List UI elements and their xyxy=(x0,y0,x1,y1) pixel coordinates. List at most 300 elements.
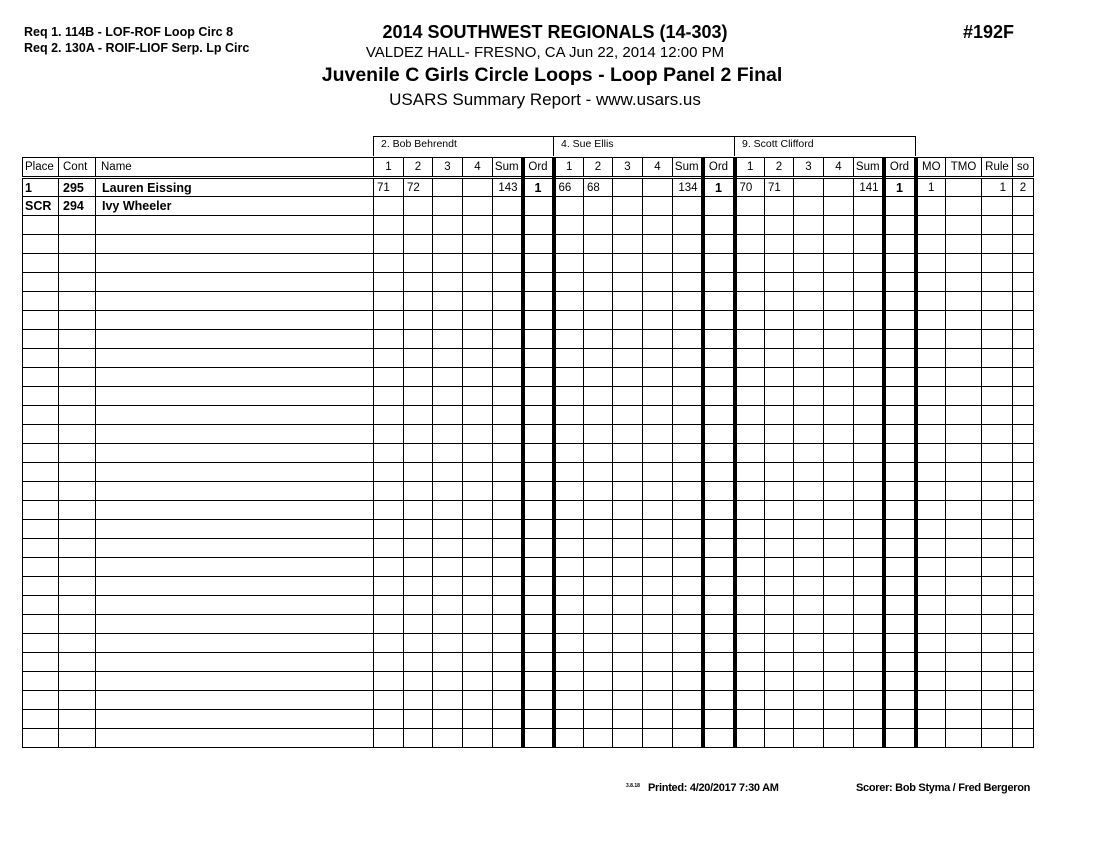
mo-cell xyxy=(916,254,946,273)
ordinal-cell xyxy=(703,368,735,387)
cont-cell xyxy=(59,406,96,425)
mo-cell xyxy=(916,349,946,368)
score-cell xyxy=(463,444,493,463)
ordinal-cell xyxy=(884,729,916,748)
mo-cell xyxy=(916,501,946,520)
name-cell xyxy=(96,368,374,387)
col-j1-s2: 2 xyxy=(404,158,433,178)
sum-cell xyxy=(673,406,703,425)
cont-cell xyxy=(59,235,96,254)
sum-cell xyxy=(493,292,523,311)
score-cell xyxy=(554,615,584,634)
col-j2-sum: Sum xyxy=(673,158,703,178)
place-cell xyxy=(23,520,59,539)
score-cell xyxy=(824,425,854,444)
cont-cell: 295 xyxy=(59,178,96,197)
score-cell xyxy=(374,197,404,216)
ordinal-cell xyxy=(884,425,916,444)
score-cell xyxy=(794,463,824,482)
ordinal-cell xyxy=(884,406,916,425)
score-cell xyxy=(554,387,584,406)
requirement-2: Req 2. 130A - ROIF-LIOF Serp. Lp Circ xyxy=(24,41,250,55)
tmo-cell xyxy=(946,178,982,197)
place-cell xyxy=(23,425,59,444)
cont-cell xyxy=(59,254,96,273)
sum-cell xyxy=(493,349,523,368)
score-cell xyxy=(735,634,765,653)
score-cell xyxy=(433,330,463,349)
so-cell xyxy=(1013,672,1034,691)
score-cell xyxy=(554,273,584,292)
rule-cell xyxy=(982,501,1013,520)
score-cell xyxy=(433,710,463,729)
score-cell xyxy=(735,197,765,216)
sum-cell xyxy=(673,539,703,558)
so-cell xyxy=(1013,463,1034,482)
score-cell xyxy=(554,710,584,729)
score-cell xyxy=(794,596,824,615)
ordinal-cell xyxy=(884,577,916,596)
score-cell xyxy=(404,501,433,520)
col-j3-sum: Sum xyxy=(854,158,884,178)
score-cell: 71 xyxy=(765,178,794,197)
score-cell xyxy=(554,558,584,577)
score-cell xyxy=(765,406,794,425)
mo-cell xyxy=(916,634,946,653)
table-row xyxy=(23,729,1034,748)
mo-cell xyxy=(916,463,946,482)
col-j3-s1: 1 xyxy=(735,158,765,178)
score-cell xyxy=(735,292,765,311)
so-cell xyxy=(1013,501,1034,520)
score-cell xyxy=(613,406,643,425)
ordinal-cell xyxy=(884,653,916,672)
score-cell xyxy=(433,444,463,463)
score-cell xyxy=(643,197,673,216)
score-cell xyxy=(463,235,493,254)
sum-cell xyxy=(854,539,884,558)
score-cell xyxy=(404,482,433,501)
score-cell xyxy=(735,387,765,406)
score-cell xyxy=(584,330,613,349)
place-cell xyxy=(23,577,59,596)
score-cell xyxy=(584,577,613,596)
ordinal-cell xyxy=(884,368,916,387)
so-cell: 2 xyxy=(1013,178,1034,197)
col-j2-s4: 4 xyxy=(643,158,673,178)
sum-cell: 143 xyxy=(493,178,523,197)
cont-cell xyxy=(59,558,96,577)
score-cell xyxy=(554,501,584,520)
sum-cell xyxy=(854,349,884,368)
score-cell xyxy=(643,539,673,558)
score-cell xyxy=(824,520,854,539)
rule-cell xyxy=(982,634,1013,653)
score-cell xyxy=(584,444,613,463)
name-cell xyxy=(96,672,374,691)
tmo-cell xyxy=(946,197,982,216)
sum-cell xyxy=(673,463,703,482)
score-cell xyxy=(824,710,854,729)
col-j2-s3: 3 xyxy=(613,158,643,178)
mo-cell xyxy=(916,330,946,349)
score-cell xyxy=(613,330,643,349)
rule-cell: 1 xyxy=(982,178,1013,197)
score-cell xyxy=(824,349,854,368)
ordinal-cell xyxy=(703,387,735,406)
score-cell xyxy=(374,691,404,710)
col-mo: MO xyxy=(916,158,946,178)
score-cell xyxy=(433,501,463,520)
mo-cell xyxy=(916,482,946,501)
score-cell xyxy=(824,216,854,235)
score-cell xyxy=(584,197,613,216)
score-cell xyxy=(374,672,404,691)
score-cell xyxy=(463,539,493,558)
name-cell xyxy=(96,425,374,444)
score-cell xyxy=(794,425,824,444)
sum-cell xyxy=(854,577,884,596)
sum-cell xyxy=(854,501,884,520)
cont-cell xyxy=(59,672,96,691)
cont-cell xyxy=(59,482,96,501)
score-cell xyxy=(735,425,765,444)
table-row xyxy=(23,387,1034,406)
mo-cell xyxy=(916,292,946,311)
score-cell xyxy=(404,463,433,482)
place-cell xyxy=(23,349,59,368)
mo-cell xyxy=(916,729,946,748)
table-row xyxy=(23,577,1034,596)
score-cell xyxy=(613,710,643,729)
tmo-cell xyxy=(946,387,982,406)
score-cell xyxy=(584,216,613,235)
score-cell xyxy=(735,463,765,482)
score-cell xyxy=(765,672,794,691)
score-cell xyxy=(404,197,433,216)
rule-cell xyxy=(982,387,1013,406)
score-cell xyxy=(463,501,493,520)
score-cell xyxy=(824,178,854,197)
score-cell xyxy=(824,558,854,577)
ordinal-cell xyxy=(523,615,554,634)
sum-cell xyxy=(673,387,703,406)
score-cell xyxy=(463,273,493,292)
ordinal-cell xyxy=(703,577,735,596)
score-cell xyxy=(613,691,643,710)
score-cell: 70 xyxy=(735,178,765,197)
sum-cell xyxy=(854,672,884,691)
sum-cell xyxy=(854,273,884,292)
score-cell xyxy=(554,596,584,615)
place-cell: SCR xyxy=(23,197,59,216)
name-cell xyxy=(96,444,374,463)
table-row xyxy=(23,425,1034,444)
ordinal-cell xyxy=(703,729,735,748)
ordinal-cell xyxy=(703,520,735,539)
score-cell xyxy=(433,558,463,577)
ordinal-cell xyxy=(884,634,916,653)
so-cell xyxy=(1013,558,1034,577)
score-cell xyxy=(584,235,613,254)
rule-cell xyxy=(982,425,1013,444)
col-tmo: TMO xyxy=(946,158,982,178)
sum-cell xyxy=(493,729,523,748)
sum-cell xyxy=(854,216,884,235)
score-cell xyxy=(794,653,824,672)
cont-cell xyxy=(59,596,96,615)
score-cell xyxy=(613,577,643,596)
score-cell xyxy=(404,444,433,463)
score-cell xyxy=(554,349,584,368)
table-row xyxy=(23,216,1034,235)
rule-cell xyxy=(982,349,1013,368)
cont-cell xyxy=(59,311,96,330)
sum-cell xyxy=(673,368,703,387)
score-cell xyxy=(735,368,765,387)
ordinal-cell xyxy=(523,311,554,330)
score-cell xyxy=(765,463,794,482)
sum-cell xyxy=(854,596,884,615)
rule-cell xyxy=(982,691,1013,710)
ordinal-cell xyxy=(884,520,916,539)
score-cell xyxy=(824,539,854,558)
score-cell xyxy=(374,216,404,235)
name-cell xyxy=(96,254,374,273)
cont-cell xyxy=(59,653,96,672)
ordinal-cell xyxy=(703,406,735,425)
score-cell xyxy=(584,558,613,577)
score-cell xyxy=(735,235,765,254)
sum-cell xyxy=(673,691,703,710)
rule-cell xyxy=(982,596,1013,615)
score-cell xyxy=(554,216,584,235)
cont-cell xyxy=(59,691,96,710)
score-cell xyxy=(433,672,463,691)
so-cell xyxy=(1013,216,1034,235)
results-table xyxy=(22,157,1034,748)
score-cell xyxy=(794,444,824,463)
tmo-cell xyxy=(946,273,982,292)
score-cell xyxy=(433,463,463,482)
table-row xyxy=(23,653,1034,672)
rule-cell xyxy=(982,292,1013,311)
col-j1-s3: 3 xyxy=(433,158,463,178)
score-cell xyxy=(643,520,673,539)
score-cell xyxy=(404,368,433,387)
mo-cell xyxy=(916,558,946,577)
score-cell xyxy=(374,482,404,501)
score-cell xyxy=(613,634,643,653)
score-cell xyxy=(794,387,824,406)
name-cell xyxy=(96,463,374,482)
score-cell xyxy=(433,577,463,596)
score-cell xyxy=(463,387,493,406)
score-cell xyxy=(584,539,613,558)
score-cell xyxy=(794,406,824,425)
name-cell xyxy=(96,577,374,596)
score-cell xyxy=(824,482,854,501)
score-cell xyxy=(794,520,824,539)
score-cell xyxy=(765,710,794,729)
score-cell xyxy=(735,577,765,596)
score-cell xyxy=(433,349,463,368)
score-cell xyxy=(374,406,404,425)
tmo-cell xyxy=(946,558,982,577)
ordinal-cell xyxy=(703,558,735,577)
place-cell xyxy=(23,539,59,558)
sum-cell xyxy=(493,634,523,653)
score-cell xyxy=(765,596,794,615)
sum-cell xyxy=(673,349,703,368)
score-cell xyxy=(463,729,493,748)
ordinal-cell xyxy=(884,444,916,463)
score-cell xyxy=(824,729,854,748)
score-cell xyxy=(404,577,433,596)
score-cell xyxy=(404,216,433,235)
tmo-cell xyxy=(946,672,982,691)
requirement-1: Req 1. 114B - LOF-ROF Loop Circ 8 xyxy=(24,25,234,39)
score-cell xyxy=(374,634,404,653)
so-cell xyxy=(1013,406,1034,425)
score-cell xyxy=(463,425,493,444)
score-cell xyxy=(463,558,493,577)
score-cell xyxy=(643,254,673,273)
score-cell xyxy=(613,387,643,406)
ordinal-cell xyxy=(884,311,916,330)
score-cell xyxy=(554,311,584,330)
score-cell xyxy=(824,444,854,463)
score-cell xyxy=(824,292,854,311)
score-cell xyxy=(433,634,463,653)
mo-cell xyxy=(916,653,946,672)
header-row xyxy=(23,158,1034,178)
sum-cell xyxy=(493,710,523,729)
so-cell xyxy=(1013,691,1034,710)
sum-cell xyxy=(673,425,703,444)
so-cell xyxy=(1013,330,1034,349)
ordinal-cell xyxy=(703,691,735,710)
score-cell xyxy=(794,273,824,292)
mo-cell xyxy=(916,672,946,691)
sum-cell xyxy=(673,577,703,596)
ordinal-cell xyxy=(884,216,916,235)
score-cell xyxy=(765,729,794,748)
rule-cell xyxy=(982,216,1013,235)
score-cell xyxy=(584,368,613,387)
score-cell xyxy=(374,729,404,748)
so-cell xyxy=(1013,520,1034,539)
score-cell xyxy=(643,482,673,501)
tmo-cell xyxy=(946,406,982,425)
tmo-cell xyxy=(946,254,982,273)
mo-cell xyxy=(916,691,946,710)
sum-cell xyxy=(854,444,884,463)
sum-cell xyxy=(673,330,703,349)
score-cell xyxy=(643,406,673,425)
score-cell xyxy=(554,539,584,558)
score-cell xyxy=(374,292,404,311)
sum-cell xyxy=(493,197,523,216)
sum-cell xyxy=(493,558,523,577)
name-cell xyxy=(96,406,374,425)
mo-cell xyxy=(916,368,946,387)
sum-cell xyxy=(493,216,523,235)
table-row xyxy=(23,710,1034,729)
score-cell xyxy=(433,425,463,444)
sum-cell xyxy=(673,710,703,729)
sum-cell xyxy=(493,444,523,463)
score-cell xyxy=(735,482,765,501)
score-cell xyxy=(794,672,824,691)
rule-cell xyxy=(982,330,1013,349)
score-cell xyxy=(824,577,854,596)
score-cell xyxy=(824,653,854,672)
rule-cell xyxy=(982,558,1013,577)
score-cell xyxy=(643,292,673,311)
rule-cell xyxy=(982,520,1013,539)
score-cell xyxy=(404,691,433,710)
table-row xyxy=(23,539,1034,558)
mo-cell xyxy=(916,520,946,539)
score-cell xyxy=(765,330,794,349)
score-cell xyxy=(643,387,673,406)
software-version: 3.8.18 xyxy=(626,783,640,789)
sum-cell xyxy=(493,387,523,406)
ordinal-cell xyxy=(884,197,916,216)
ordinal-cell xyxy=(523,558,554,577)
score-cell xyxy=(794,254,824,273)
score-cell xyxy=(765,634,794,653)
place-cell xyxy=(23,615,59,634)
score-cell xyxy=(613,653,643,672)
score-cell xyxy=(433,729,463,748)
tmo-cell xyxy=(946,349,982,368)
score-cell xyxy=(643,463,673,482)
rule-cell xyxy=(982,273,1013,292)
score-cell xyxy=(584,273,613,292)
score-cell xyxy=(463,178,493,197)
table-row xyxy=(23,235,1034,254)
score-cell xyxy=(374,710,404,729)
sum-cell xyxy=(854,634,884,653)
score-cell xyxy=(735,729,765,748)
score-cell xyxy=(433,216,463,235)
sum-cell xyxy=(493,311,523,330)
place-cell xyxy=(23,710,59,729)
mo-cell xyxy=(916,216,946,235)
score-cell xyxy=(643,273,673,292)
sum-cell xyxy=(493,482,523,501)
mo-cell xyxy=(916,444,946,463)
cont-cell xyxy=(59,216,96,235)
score-cell xyxy=(643,691,673,710)
score-cell xyxy=(613,615,643,634)
so-cell xyxy=(1013,349,1034,368)
sum-cell xyxy=(673,615,703,634)
ordinal-cell xyxy=(884,710,916,729)
score-cell xyxy=(735,710,765,729)
ordinal-cell xyxy=(703,672,735,691)
score-cell xyxy=(554,672,584,691)
tmo-cell xyxy=(946,615,982,634)
score-cell xyxy=(404,710,433,729)
score-cell xyxy=(765,292,794,311)
score-cell xyxy=(404,330,433,349)
sum-cell xyxy=(854,425,884,444)
score-cell xyxy=(584,482,613,501)
score-cell xyxy=(404,273,433,292)
